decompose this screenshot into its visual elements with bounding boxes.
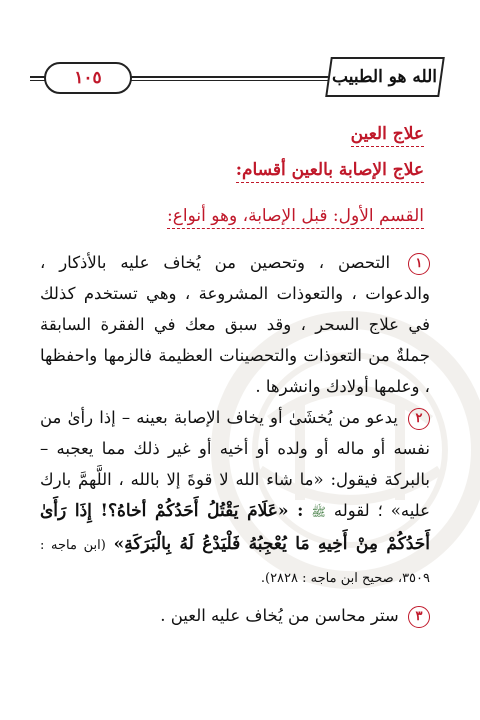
- list-item: [40, 402, 430, 594]
- item-text: التحصن ، وتحصين من يُخاف عليه بالأذكار ، والدعوات ، والتعوذات المشروعة ، وهي تستخدم كذلك في علاج السحر ، وقد سبق معك في الفقرة السابقة جملةٌ من التعوذات والتحصينات العظيمة فالزمها واحفظها ، وعلمها أولادك وانشرها .: [40, 253, 430, 396]
- item-number-badge: ٢: [408, 408, 430, 430]
- list-item: [40, 247, 430, 402]
- item-text: ستر محاسن من يُخاف عليه العين .: [160, 606, 399, 625]
- hadith-reference: (ابن ماجه : ٣٥٠٩، صحيح ابن ماجه : ٢٨٢٨).: [40, 538, 430, 586]
- item-text: يدعو من يُخشَىٰ أو يخاف الإصابة بعينه – إذا رأىٰ من نفسه أو ماله أو ولده أو أخيه أو غير ذلك مما يعجبه – بالبركة فيقول: «ما شاء الله لا قوةَ إلا بالله ، اللَّهمَّ بارك عليه» ؛ لقوله: [40, 408, 430, 520]
- hadith-quote: : «عَلَامَ يَقْتُلُ أَحَدُكُمْ أخاهُ؟! إِذَا رَأَىٰ أَحَدُكُمْ مِنْ أَخِيهِ مَا يُعْجِبُهُ فَلْيَدْعُ لَهُ بِالْبَرَكَةِ»: [40, 501, 430, 554]
- running-header-title: الله هو الطبيب: [325, 57, 445, 97]
- section-title: علاج العين: [351, 124, 424, 147]
- salutation-glyph: ﷺ: [311, 505, 326, 519]
- section-subtitle: علاج الإصابة بالعين أقسام:: [236, 160, 424, 183]
- list-item: [40, 600, 430, 631]
- page-number: ١٠٥: [44, 62, 132, 94]
- item-number-badge: ٣: [408, 606, 430, 628]
- part-heading: القسم الأول: قبل الإصابة، وهو أنواع:: [167, 206, 424, 229]
- item-number-badge: ١: [408, 253, 430, 275]
